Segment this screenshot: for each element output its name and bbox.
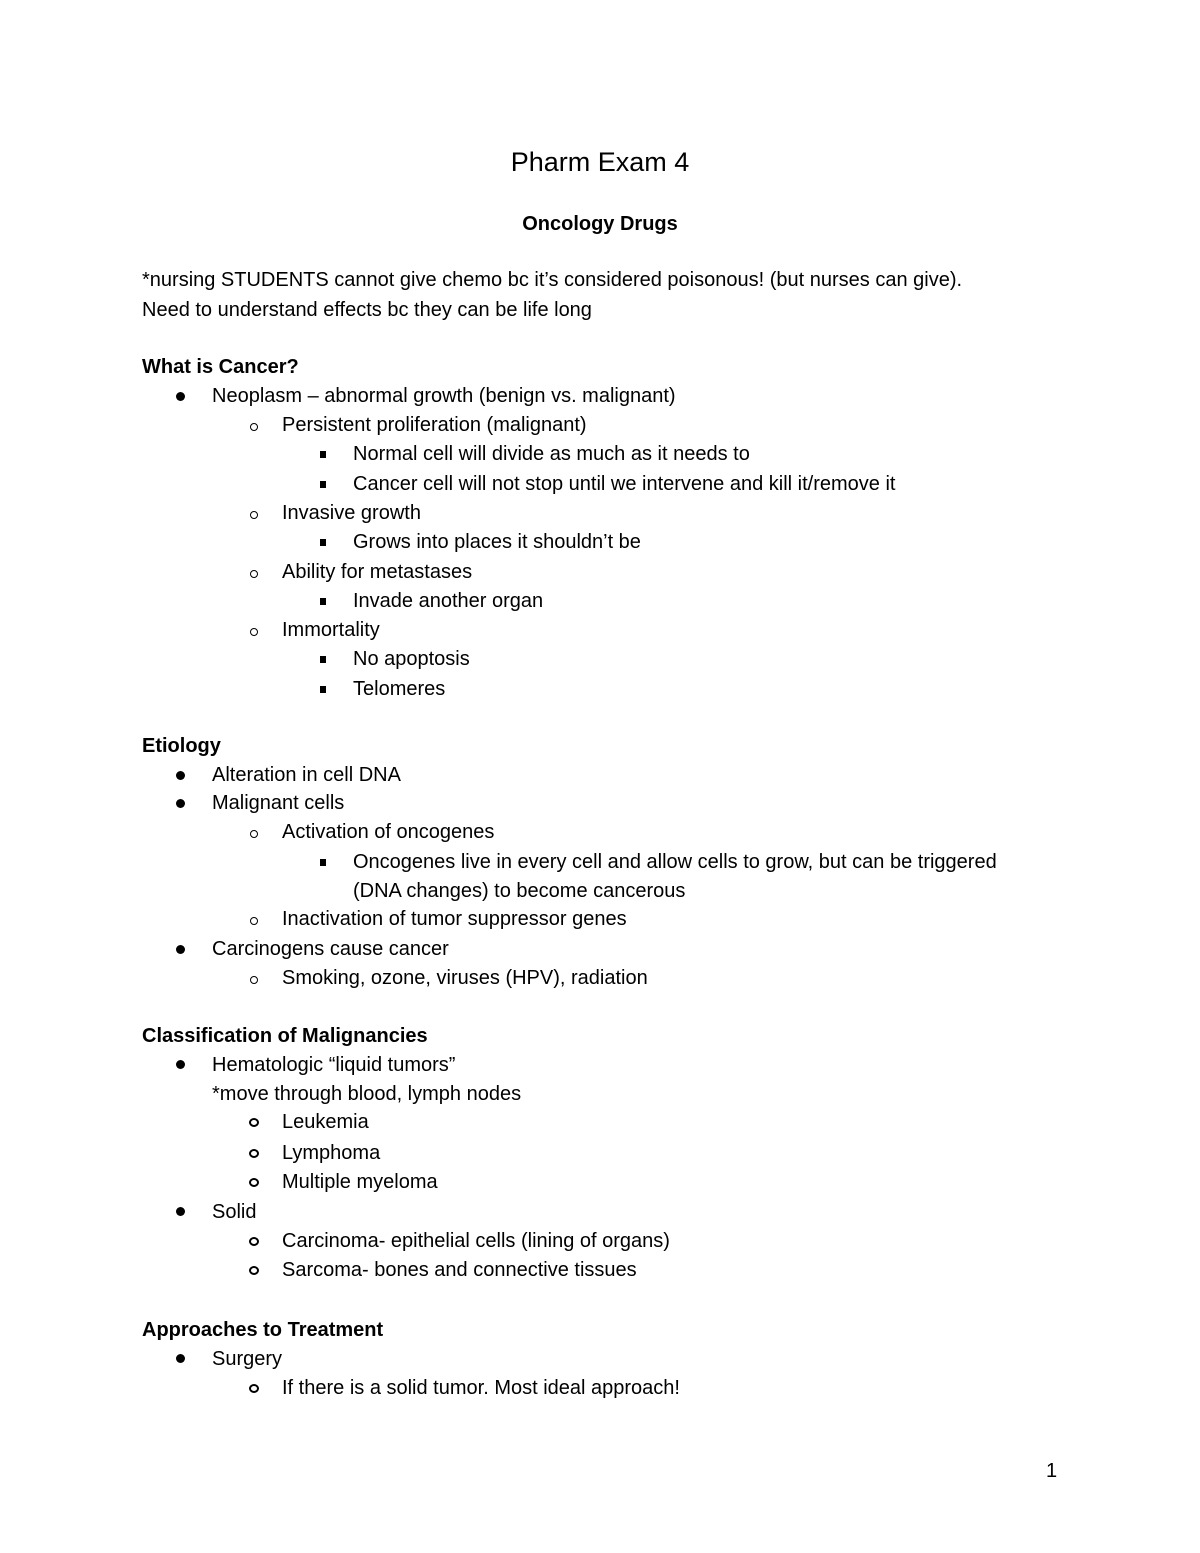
list-item-note: *move through blood, lymph nodes: [212, 1083, 522, 1105]
list-item: Malignant cells: [212, 792, 345, 814]
list-item: Inactivation of tumor suppressor genes: [282, 908, 627, 930]
bullet-dot-icon: [176, 1060, 185, 1069]
list-item: If there is a solid tumor. Most ideal approach!: [282, 1377, 680, 1399]
bullet-square-icon: [320, 539, 326, 546]
list-item: Activation of oncogenes: [282, 821, 495, 843]
list-item: Smoking, ozone, viruses (HPV), radiation: [282, 967, 648, 989]
list-item: Surgery: [212, 1348, 283, 1370]
page-number: 1: [1046, 1460, 1058, 1482]
bullet-circle-icon: [249, 1237, 259, 1246]
bullet-circle-icon: [250, 628, 258, 636]
list-item: No apoptosis: [353, 648, 470, 670]
list-item: Cancer cell will not stop until we intervene and kill it/remove it: [353, 473, 896, 495]
page-subtitle: Oncology Drugs: [522, 213, 678, 235]
list-item: Immortality: [282, 619, 380, 641]
list-item: Solid: [212, 1201, 257, 1223]
list-item: Alteration in cell DNA: [212, 764, 401, 786]
bullet-circle-icon: [249, 1178, 259, 1187]
bullet-square-icon: [320, 451, 326, 458]
list-item: Ability for metastases: [282, 561, 473, 583]
list-item: Grows into places it shouldn’t be: [353, 531, 641, 553]
list-item: Carcinoma- epithelial cells (lining of organs): [282, 1230, 670, 1252]
bullet-square-icon: [320, 656, 326, 663]
list-item: Multiple myeloma: [282, 1171, 438, 1193]
section-heading: Etiology: [142, 735, 221, 757]
list-item: Neoplasm – abnormal growth (benign vs. malignant): [212, 385, 676, 407]
list-item: Normal cell will divide as much as it needs to: [353, 443, 750, 465]
bullet-square-icon: [320, 686, 326, 693]
bullet-circle-icon: [250, 423, 258, 431]
bullet-square-icon: [320, 481, 326, 488]
bullet-dot-icon: [176, 945, 185, 954]
bullet-circle-icon: [249, 1266, 259, 1275]
section-heading: Approaches to Treatment: [142, 1319, 384, 1341]
bullet-dot-icon: [176, 799, 185, 808]
bullet-dot-icon: [176, 1207, 185, 1216]
list-item: Persistent proliferation (malignant): [282, 414, 587, 436]
bullet-dot-icon: [176, 1354, 185, 1363]
bullet-circle-icon: [249, 1384, 259, 1393]
list-item: Carcinogens cause cancer: [212, 938, 449, 960]
page-title: Pharm Exam 4: [510, 147, 690, 177]
bullet-circle-icon: [250, 917, 258, 925]
bullet-circle-icon: [249, 1118, 259, 1127]
bullet-square-icon: [320, 859, 326, 866]
list-item: Invade another organ: [353, 590, 544, 612]
bullet-circle-icon: [250, 511, 258, 519]
list-item: Oncogenes live in every cell and allow cells to grow, but can be triggered: [353, 851, 997, 873]
list-item: Leukemia: [282, 1111, 369, 1133]
bullet-dot-icon: [176, 771, 185, 780]
list-item: Telomeres: [353, 678, 446, 700]
list-item: Lymphoma: [282, 1142, 381, 1164]
bullet-circle-icon: [249, 1149, 259, 1158]
list-item: Invasive growth: [282, 502, 421, 524]
bullet-dot-icon: [176, 392, 185, 401]
list-item: Sarcoma- bones and connective tissues: [282, 1259, 637, 1281]
intro-line: *nursing STUDENTS cannot give chemo bc it’s considered poisonous! (but nurses can give).: [142, 269, 963, 291]
list-item-continuation: (DNA changes) to become cancerous: [353, 880, 686, 902]
intro-line: Need to understand effects bc they can be life long: [142, 299, 592, 321]
bullet-circle-icon: [250, 830, 258, 838]
section-heading: What is Cancer?: [142, 356, 299, 378]
bullet-circle-icon: [250, 976, 258, 984]
section-heading: Classification of Malignancies: [142, 1025, 428, 1047]
bullet-circle-icon: [250, 570, 258, 578]
bullet-square-icon: [320, 598, 326, 605]
list-item: Hematologic “liquid tumors”: [212, 1054, 456, 1076]
